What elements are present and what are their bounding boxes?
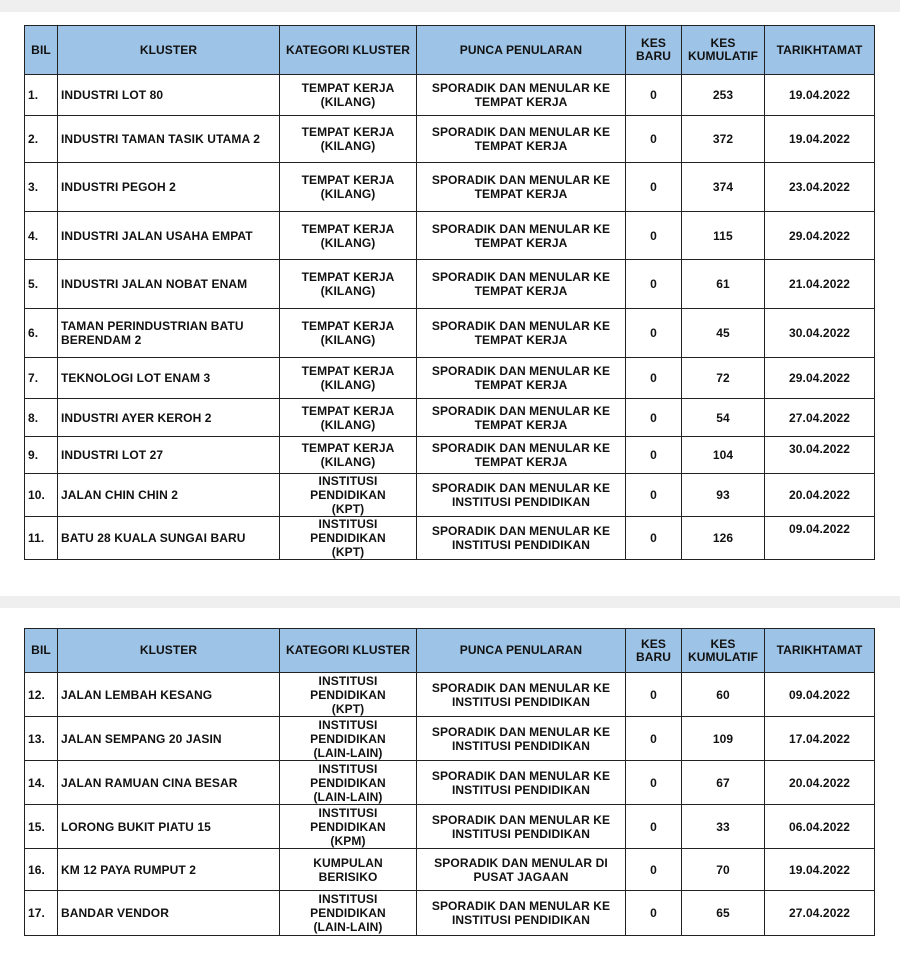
kluster-cell — [58, 309, 280, 358]
kluster-cell-line: INDUSTRI TAMAN TASIK UTAMA 2 — [61, 132, 261, 146]
header-kluster: KLUSTER — [58, 629, 280, 673]
kategori-cell-line: INSTITUSI — [318, 673, 378, 688]
tarikh-tamat-cell: 29.04.2022 — [765, 212, 875, 260]
header-punca: PUNCA PENULARAN — [417, 26, 626, 75]
kategori-cell — [280, 717, 417, 761]
kategori-cell — [280, 260, 417, 309]
tarikh-tamat-cell: 27.04.2022 — [765, 891, 875, 936]
kluster-cell — [58, 437, 280, 474]
kluster-cell-line: JALAN LEMBAH KESANG — [61, 687, 213, 702]
kluster-cell — [58, 891, 280, 936]
kategori-cell-line: TEMPAT KERJA — [301, 319, 395, 333]
kategori-cell-line: KUMPULAN BERISIKO — [313, 855, 383, 884]
table-header-row — [25, 629, 875, 673]
kes-kumulatif-cell: 45 — [682, 309, 765, 358]
kategori-cell-line: (KILANG) — [320, 455, 376, 469]
punca-cell-line: TEMPAT KERJA — [474, 378, 568, 392]
kluster-cell-line: INDUSTRI LOT 27 — [61, 448, 164, 462]
kluster-cell — [58, 474, 280, 517]
table-row — [25, 673, 875, 717]
kes-baru-cell: 0 — [626, 260, 682, 309]
kategori-cell-line: (KILANG) — [320, 417, 376, 432]
header-kategori: KATEGORI KLUSTER — [280, 26, 417, 75]
punca-cell — [417, 260, 626, 309]
kategori-cell-line: TEMPAT KERJA — [301, 221, 395, 236]
kluster-cell-line: JALAN SEMPANG 20 JASIN — [61, 731, 222, 746]
tarikh-tamat-cell: 09.04.2022 — [765, 517, 875, 560]
punca-cell-line: SPORADIK DAN MENULAR KE — [431, 768, 611, 783]
tarikh-tamat-cell: 21.04.2022 — [765, 260, 875, 309]
punca-cell — [417, 717, 626, 761]
punca-cell — [417, 673, 626, 717]
kes-kumulatif-cell: 374 — [682, 163, 765, 212]
punca-cell-line: SPORADIK DAN MENULAR KE — [431, 319, 611, 333]
punca-cell-line: SPORADIK DAN MENULAR KE — [431, 270, 611, 284]
kluster-cell-line: KM 12 PAYA RUMPUT 2 — [61, 862, 197, 877]
kategori-cell-line: INSTITUSI — [318, 517, 378, 531]
tarikh-tamat-cell: 23.04.2022 — [765, 163, 875, 212]
punca-cell — [417, 399, 626, 437]
table-row — [25, 805, 875, 849]
kluster-cell-line: JALAN CHIN CHIN 2 — [61, 488, 179, 502]
kes-kumulatif-cell: 104 — [682, 437, 765, 474]
kategori-cell — [280, 474, 417, 517]
kategori-cell-line: (LAIN-LAIN) — [313, 920, 383, 934]
table-header-row — [25, 26, 875, 75]
punca-cell — [417, 474, 626, 517]
punca-cell-line: INSTITUSI PENDIDIKAN — [451, 694, 590, 709]
kategori-cell-line: TEMPAT KERJA — [301, 270, 395, 284]
bil-cell: 11. — [25, 517, 58, 560]
kluster-cell-line: JALAN RAMUAN CINA BESAR — [61, 775, 238, 790]
kategori-cell — [280, 437, 417, 474]
punca-cell — [417, 309, 626, 358]
punca-cell — [417, 891, 626, 936]
kluster-cell — [58, 761, 280, 805]
kluster-cell-line: INDUSTRI JALAN NOBAT ENAM — [61, 277, 248, 291]
bil-cell: 1. — [25, 75, 58, 116]
punca-cell — [417, 358, 626, 399]
kategori-cell — [280, 891, 417, 936]
punca-cell-line: SPORADIK DAN MENULAR KE — [431, 524, 611, 538]
kategori-cell-line: INSTITUSI — [318, 892, 378, 906]
bil-cell: 7. — [25, 358, 58, 399]
table-row — [25, 717, 875, 761]
kes-kumulatif-cell: 72 — [682, 358, 765, 399]
punca-cell-line: TEMPAT KERJA — [474, 455, 568, 469]
kes-baru-cell: 0 — [626, 761, 682, 805]
tarikh-tamat-cell: 09.04.2022 — [765, 673, 875, 717]
kategori-cell-line: (LAIN-LAIN) — [313, 745, 383, 760]
kategori-cell-line: PENDIDIKAN — [310, 906, 386, 920]
kategori-cell-line: INSTITUSI — [318, 761, 378, 776]
punca-cell-line: TEMPAT KERJA — [474, 284, 568, 298]
kategori-cell-line: INSTITUSI — [318, 717, 378, 732]
bil-cell: 17. — [25, 891, 58, 936]
kategori-cell — [280, 163, 417, 212]
header-punca: PUNCA PENULARAN — [417, 629, 626, 673]
bil-cell: 14. — [25, 761, 58, 805]
punca-cell-line: SPORADIK DAN MENULAR KE — [431, 403, 611, 418]
cluster-table-1 — [24, 25, 875, 560]
kluster-cell-line: TAMAN PERINDUSTRIAN BATU — [61, 319, 244, 333]
kategori-cell-line: TEMPAT KERJA — [301, 173, 395, 187]
table-row — [25, 399, 875, 437]
kes-kumulatif-cell: 109 — [682, 717, 765, 761]
punca-cell-line: SPORADIK DAN MENULAR DI — [434, 855, 608, 870]
table-row — [25, 849, 875, 891]
kluster-cell — [58, 260, 280, 309]
kes-kumulatif-cell: 54 — [682, 399, 765, 437]
kluster-cell-line: INDUSTRI JALAN USAHA EMPAT — [61, 228, 253, 243]
table-row — [25, 437, 875, 474]
kes-baru-cell: 0 — [626, 891, 682, 936]
punca-cell-line: TEMPAT KERJA — [474, 235, 568, 250]
kategori-cell — [280, 399, 417, 437]
punca-cell — [417, 437, 626, 474]
kategori-cell-line: (KPT) — [331, 701, 365, 716]
bil-cell: 3. — [25, 163, 58, 212]
kes-kumulatif-cell: 33 — [682, 805, 765, 849]
kluster-cell-line: BERENDAM 2 — [61, 333, 142, 347]
punca-cell-line: SPORADIK DAN MENULAR KE — [431, 173, 611, 187]
header-tarikh: TARIKHTAMAT — [765, 629, 875, 673]
kategori-cell-line: (LAIN-LAIN) — [313, 789, 383, 804]
kategori-cell-line: TEMPAT KERJA — [301, 125, 395, 139]
table-row — [25, 75, 875, 116]
kategori-cell — [280, 75, 417, 116]
kluster-cell — [58, 673, 280, 717]
kategori-cell — [280, 212, 417, 260]
bil-cell: 13. — [25, 717, 58, 761]
kes-baru-cell: 0 — [626, 75, 682, 116]
bil-cell: 16. — [25, 849, 58, 891]
kes-baru-cell: 0 — [626, 358, 682, 399]
kes-kumulatif-cell: 60 — [682, 673, 765, 717]
header-bil: BIL — [25, 26, 58, 75]
punca-cell — [417, 849, 626, 891]
kes-kumulatif-cell: 115 — [682, 212, 765, 260]
kluster-cell — [58, 358, 280, 399]
table-row — [25, 891, 875, 936]
kluster-cell — [58, 517, 280, 560]
kategori-cell-line: INSTITUSI — [318, 805, 378, 820]
punca-cell-line: SPORADIK DAN MENULAR KE — [431, 221, 611, 236]
tarikh-tamat-cell: 20.04.2022 — [765, 474, 875, 517]
kategori-cell-line: (KPM) — [330, 833, 366, 848]
kategori-cell-line: (KPT) — [331, 502, 365, 516]
kes-kumulatif-cell: 70 — [682, 849, 765, 891]
punca-cell-line: SPORADIK DAN MENULAR KE — [431, 680, 611, 695]
punca-cell — [417, 761, 626, 805]
kategori-cell-line: TEMPAT KERJA — [301, 364, 395, 378]
kategori-cell — [280, 517, 417, 560]
kategori-cell — [280, 673, 417, 717]
kategori-cell — [280, 761, 417, 805]
kategori-cell-line: (KILANG) — [320, 95, 376, 109]
kategori-cell-line: INSTITUSI — [318, 474, 378, 488]
kluster-cell — [58, 805, 280, 849]
tarikh-tamat-cell: 17.04.2022 — [765, 717, 875, 761]
kes-baru-cell: 0 — [626, 163, 682, 212]
kes-baru-cell: 0 — [626, 212, 682, 260]
kategori-cell — [280, 805, 417, 849]
punca-cell — [417, 163, 626, 212]
punca-cell — [417, 805, 626, 849]
kategori-cell-line: TEMPAT KERJA — [301, 441, 395, 455]
kategori-cell-line: (KILANG) — [320, 378, 376, 392]
kluster-cell-line: BATU 28 KUALA SUNGAI BARU — [61, 531, 246, 545]
kes-kumulatif-cell: 126 — [682, 517, 765, 560]
table-row — [25, 309, 875, 358]
kategori-cell — [280, 309, 417, 358]
kes-baru-cell: 0 — [626, 437, 682, 474]
tarikh-tamat-cell: 06.04.2022 — [765, 805, 875, 849]
kategori-cell-line: PENDIDIKAN — [310, 731, 386, 746]
kluster-cell — [58, 212, 280, 260]
punca-cell-line: SPORADIK DAN MENULAR KE — [431, 724, 611, 739]
tarikh-tamat-cell: 27.04.2022 — [765, 399, 875, 437]
punca-cell-line: INSTITUSI PENDIDIKAN — [451, 495, 590, 509]
punca-cell — [417, 212, 626, 260]
kategori-cell-line: PENDIDIKAN — [310, 775, 386, 790]
bil-cell: 2. — [25, 116, 58, 163]
punca-cell-line: SPORADIK DAN MENULAR KE — [431, 481, 611, 495]
header-kes-kumulatif: KES KUMULATIF — [682, 26, 765, 75]
kategori-cell-line: (KPT) — [331, 545, 365, 559]
punca-cell — [417, 517, 626, 560]
kes-kumulatif-cell: 372 — [682, 116, 765, 163]
table-row — [25, 517, 875, 560]
kategori-cell — [280, 116, 417, 163]
kategori-cell-line: PENDIDIKAN — [310, 531, 386, 545]
kes-baru-cell: 0 — [626, 805, 682, 849]
kategori-cell — [280, 849, 417, 891]
table-row — [25, 212, 875, 260]
top-separator — [0, 0, 900, 12]
punca-cell-line: PUSAT JAGAAN — [473, 869, 569, 884]
kluster-cell — [58, 163, 280, 212]
table-row — [25, 761, 875, 805]
punca-cell-line: TEMPAT KERJA — [474, 95, 568, 109]
kategori-cell-line: PENDIDIKAN — [310, 488, 386, 502]
kes-kumulatif-cell: 253 — [682, 75, 765, 116]
kes-baru-cell: 0 — [626, 399, 682, 437]
kluster-cell — [58, 849, 280, 891]
kes-kumulatif-cell: 61 — [682, 260, 765, 309]
header-tarikh: TARIKHTAMAT — [765, 26, 875, 75]
tarikh-tamat-cell: 30.04.2022 — [765, 437, 875, 474]
header-kluster: KLUSTER — [58, 26, 280, 75]
punca-cell-line: TEMPAT KERJA — [474, 417, 568, 432]
header-kategori: KATEGORI KLUSTER — [280, 629, 417, 673]
bil-cell: 4. — [25, 212, 58, 260]
kluster-cell-line: BANDAR VENDOR — [61, 906, 169, 920]
tarikh-tamat-cell: 29.04.2022 — [765, 358, 875, 399]
kategori-cell-line: TEMPAT KERJA — [301, 81, 395, 95]
header-kes-kumulatif: KES KUMULATIF — [682, 629, 765, 673]
table-row — [25, 358, 875, 399]
kluster-cell — [58, 75, 280, 116]
punca-cell-line: SPORADIK DAN MENULAR KE — [431, 81, 611, 95]
punca-cell-line: INSTITUSI PENDIDIKAN — [451, 782, 590, 797]
kluster-cell-line: INDUSTRI LOT 80 — [61, 88, 164, 102]
kluster-cell-line: INDUSTRI AYER KEROH 2 — [61, 410, 212, 425]
table-row — [25, 260, 875, 309]
bil-cell: 5. — [25, 260, 58, 309]
punca-cell-line: TEMPAT KERJA — [474, 187, 568, 201]
kes-baru-cell: 0 — [626, 849, 682, 891]
kes-baru-cell: 0 — [626, 309, 682, 358]
kluster-cell-line: TEKNOLOGI LOT ENAM 3 — [61, 371, 211, 385]
kes-baru-cell: 0 — [626, 474, 682, 517]
bil-cell: 9. — [25, 437, 58, 474]
kategori-cell-line: TEMPAT KERJA — [301, 403, 395, 418]
punca-cell-line: INSTITUSI PENDIDIKAN — [451, 538, 590, 552]
bil-cell: 12. — [25, 673, 58, 717]
punca-cell-line: TEMPAT KERJA — [474, 139, 568, 153]
kategori-cell-line: (KILANG) — [320, 187, 376, 201]
punca-cell-line: SPORADIK DAN MENULAR KE — [431, 125, 611, 139]
punca-cell — [417, 75, 626, 116]
bil-cell: 6. — [25, 309, 58, 358]
kategori-cell-line: (KILANG) — [320, 333, 376, 347]
header-bil: BIL — [25, 629, 58, 673]
kes-kumulatif-cell: 67 — [682, 761, 765, 805]
kategori-cell-line: PENDIDIKAN — [310, 687, 386, 702]
kategori-cell-line: PENDIDIKAN — [310, 819, 386, 834]
tarikh-tamat-cell: 19.04.2022 — [765, 116, 875, 163]
punca-cell-line: TEMPAT KERJA — [474, 333, 568, 347]
punca-cell-line: SPORADIK DAN MENULAR KE — [431, 441, 611, 455]
kategori-cell-line: (KILANG) — [320, 139, 376, 153]
tarikh-tamat-cell: 19.04.2022 — [765, 75, 875, 116]
tarikh-tamat-cell: 20.04.2022 — [765, 761, 875, 805]
kluster-cell — [58, 399, 280, 437]
punca-cell-line: INSTITUSI PENDIDIKAN — [451, 826, 590, 841]
punca-cell-line: SPORADIK DAN MENULAR KE — [431, 364, 611, 378]
kluster-cell — [58, 717, 280, 761]
kes-kumulatif-cell: 93 — [682, 474, 765, 517]
punca-cell-line: INSTITUSI PENDIDIKAN — [451, 738, 590, 753]
punca-cell-line: INSTITUSI PENDIDIKAN — [451, 913, 590, 927]
bil-cell: 10. — [25, 474, 58, 517]
kluster-cell — [58, 116, 280, 163]
table-row — [25, 163, 875, 212]
kes-baru-cell: 0 — [626, 517, 682, 560]
kategori-cell-line: (KILANG) — [320, 284, 376, 298]
kes-baru-cell: 0 — [626, 116, 682, 163]
table-row — [25, 474, 875, 517]
tarikh-tamat-cell: 30.04.2022 — [765, 309, 875, 358]
punca-cell — [417, 116, 626, 163]
kes-kumulatif-cell: 65 — [682, 891, 765, 936]
punca-cell-line: SPORADIK DAN MENULAR KE — [431, 812, 611, 827]
punca-cell-line: SPORADIK DAN MENULAR KE — [431, 899, 611, 913]
header-kes-baru: KES BARU — [626, 26, 682, 75]
kategori-cell — [280, 358, 417, 399]
kes-baru-cell: 0 — [626, 717, 682, 761]
kluster-cell-line: LORONG BUKIT PIATU 15 — [61, 819, 211, 834]
header-kes-baru: KES BARU — [626, 629, 682, 673]
bil-cell: 15. — [25, 805, 58, 849]
middle-separator — [0, 596, 900, 608]
cluster-table-2 — [24, 628, 875, 936]
table-row — [25, 116, 875, 163]
kluster-cell-line: INDUSTRI PEGOH 2 — [61, 180, 176, 194]
bil-cell: 8. — [25, 399, 58, 437]
tarikh-tamat-cell: 19.04.2022 — [765, 849, 875, 891]
kes-baru-cell: 0 — [626, 673, 682, 717]
kategori-cell-line: (KILANG) — [320, 235, 376, 250]
